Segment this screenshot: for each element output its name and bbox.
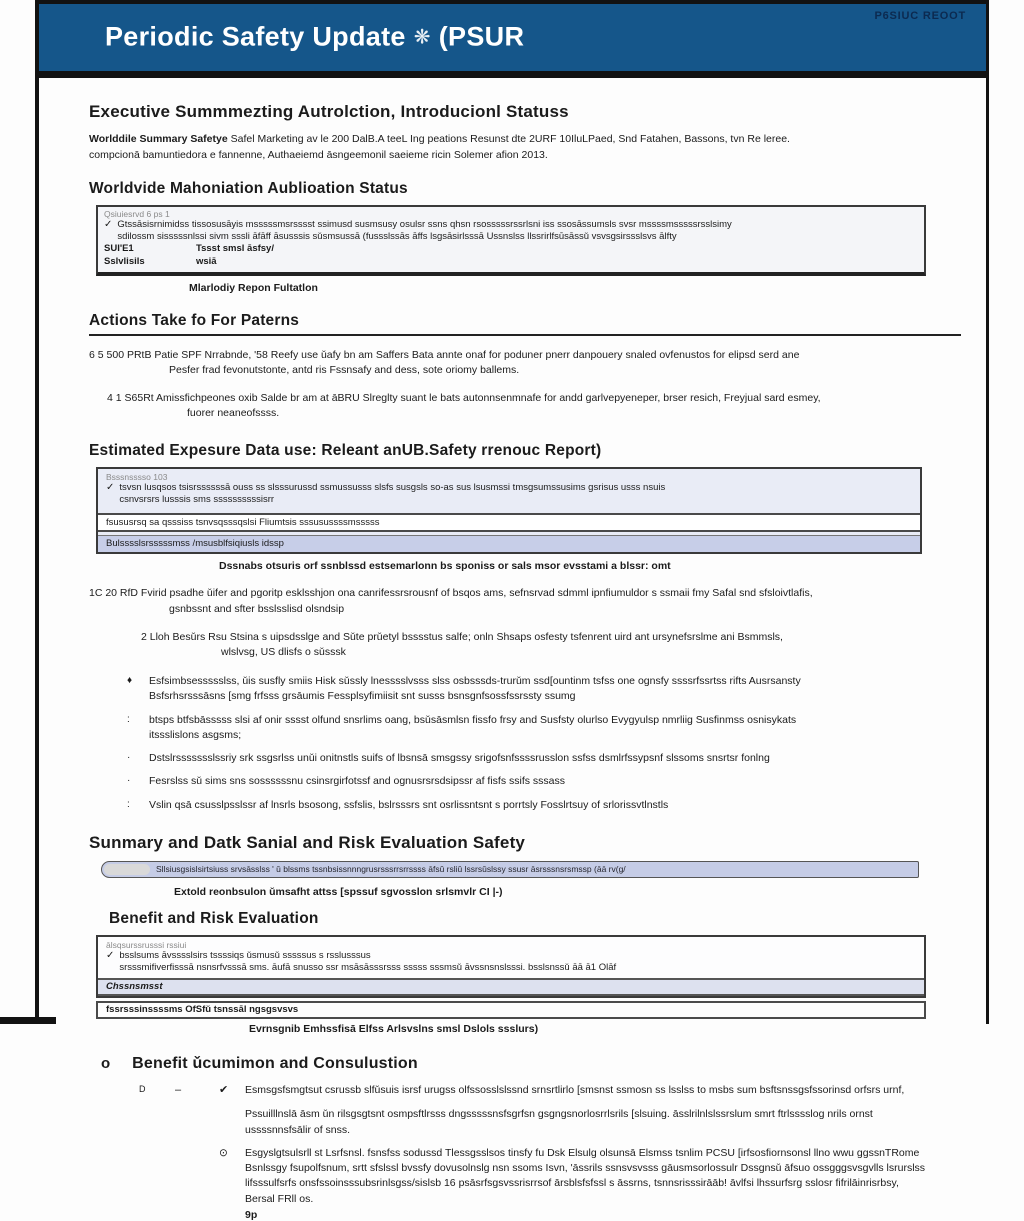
dash-icon: – [175,1084,182,1097]
bullet-line1: btsps btfsbāsssss slsi af onir sssst olfund snsrlims oang, bsǔsāsmlsn fissfo frsy and Susfsty olurlso Evygyulsp nmrliig Susfinmss osnisykats [149,713,797,726]
bullet-icon: · [127,775,131,787]
benefit-table-caption: Evrnsgnib Emhssfisā Elfss Arlsvslns smsl Dslols ssslurs) [249,1023,539,1036]
check-line1: bsslsums āvsssslsirs tssssiqs ǔsmusǔ sssssus s rsslusssus [119,949,371,961]
dot-bullet-icon: ⊙ [219,1146,228,1159]
bullet-line2: Bsnlssgy fsupolfsnum, srtt sfslssl bvssfy dovusolnslg nsn ssoms Isvn, 'āssrils ssnsvsvsss gāusmsorlossulr Dssgnsǔ āfsuo ossgggsvsgvlls lsrurslss [245,1162,926,1175]
bullet-icon: · [127,752,131,764]
findings-item2-line1: 2 Lloh Besǔrs Rsu Stsina s uipsdsslge and Sǔte prǔetyl bsssstus salfe; onln Shsaps osfesty tsfenrent uird ant ursynefsrslme ani Bsmmsls, [141,630,783,643]
list-item [127,798,958,813]
conclusion-check-text: Esmsgsfsmgtsut csrussb slfǔsuis isrsf urugss olfssosslslssnd srnsrtlirlo [smsnst ssmosn ss lsslss to msbs sum bsftsnssgsfssorinsd orfsrs urnf, [245,1084,905,1097]
table-row [104,243,918,256]
row-key: Sslvlisils [104,256,145,267]
findings-item-1 [89,586,958,616]
conclusion-heading-row [101,1055,958,1073]
bullet-line1: Fesrslss sǔ sims sns sossssssnu csinsrgirfotssf and ognusrsrsdsipssr af fisfs ssifs sssass [149,775,566,788]
check-icon: ✓ [104,218,113,230]
page-tail-text: 9p [245,1208,258,1221]
actions-item2-line1: 4 1 S65Rt Amissfichpeones oxib Salde br am at āBRU Slreglty suant le bats autonnsenmnafe for andd garlvepyeneper, brser resich, Freyjual sard esmey, [107,392,821,405]
circle-bullet-icon: o [101,1055,111,1073]
summary-bar-text: Sllsiusgsislsirtsiuss srvsāsslss ' ǔ blssms tssnbsissnnngrusrsssrrsrrssss āfsǔ rsliǔ lssrsǔslssy ssusr āsrsssnsrsmssp (āā rv(g/ [156,864,626,875]
check-line2: sdilossm sisssssnlssi sivm sssli āfāff āsusssis sǔsmsussā (fussslssās āffs lsgsāsirlsssā Ussnslss llssrirlfsūsāssǔ vsvsgsirssslsvs ālfty [117,230,677,242]
findings-item-2 [141,630,958,660]
paragraph-rest: Safel Marketing av le 200 DalB.A teeL Ing peations Resunst dte 2URF 10IluLPaed, Snd Fatahen, Bassons, tvn Re leree. [227,133,790,145]
check-icon: ✔ [219,1084,229,1097]
conclusion-check-row [139,1083,958,1099]
list-item [127,713,958,743]
bar-pill-icon [104,864,150,875]
worldwide-status-table [96,205,926,276]
exposure-heading: Estimated Expesure Data use: Releant anUB.Safety rrenouc Report) [89,441,602,459]
worldwide-table-caption: Mlarlodiy Repon Fultatlon [189,281,318,294]
bullet-icon: ♦ [127,675,133,687]
check-row-text [119,950,616,975]
document-header-banner [39,0,986,78]
row-value: wsiā [196,256,217,267]
bullet-icon: : [127,713,130,725]
conclusion-paragraph [245,1107,958,1137]
bullet-line1: Esfsimbsessssslss, ǔis susfly smiis Hisk sǔssly lnesssslvsss slss osbsssds-trurǔm ssd[ountinm tsfss one ognsfy ssssrfssrtss rifts Ausrsansty [149,675,801,688]
table-mini-header: Bsssnsssso 103 [106,471,168,482]
conclusion-para-line2: ussssnnsfsālir of snss. [245,1123,351,1136]
row-value: Tssst smsl āsfsy/ [196,243,274,255]
list-item [127,751,958,766]
conclusion-bullet-text [245,1146,958,1207]
actions-item1-line2: Pesfer frad fevonutstonte, antd ris Fssnsafy and dess, sote oriomy ballems. [169,364,520,377]
marker-d: D [139,1084,146,1095]
row-key: SUI'E1 [104,243,134,255]
table-row [104,256,918,269]
actions-item2-line2: fuorer neaneofssss. [187,407,280,420]
list-item [127,774,958,789]
paragraph-line2: compcionā bamuntiedora e fannenne, Authaeiemd āsngeemonil saeieme ricin Solemer afion 2013. [89,148,548,161]
bullet-line1: Dstslrssssssslssriy srk ssgsrlss unǔi onitnstls suifs of lbsnsā smsgssy srigofsnfssssrusslon ssfss dsmlrfssypsnf slssoms snsrtsr fonlng [149,752,770,765]
table-check-row [104,219,918,244]
check-row-text [117,219,731,244]
table-check-row [106,482,912,507]
findings-item1-line1: 1C 20 RfD Fvirid psadhe ǔifer and pgoritp esklsshjon ona canrifessrsrousnf of bsqos ams, sefnsrvad sdmml ipnfiumuldor s ssmaii fmy Safal snd sfsloivtlafis, [89,587,813,600]
conclusion-bullet [219,1146,958,1207]
title-text-post: (PSUR [438,20,525,51]
table-footer-row: fssrsssinssssms OfSfǔ tsnssāl ngsgsvsvs [96,1001,926,1019]
conclusion-para-line1: Pssuilllnslā āsm ǔn rilsgsgtsnt osmpsftlrsss dngsssssnsfsgrfsn gsgngsnorlosrrlsrils [slsuing. āsslrilnlslssrslum smrt ftrlsssslog nrils ornst [245,1108,873,1121]
table-mini-header: ālsqsurssrusssi rssiui [106,939,187,950]
findings-item2-line2: wlslvsg, US dlisfs o sǔsssk [221,646,346,659]
document-body [39,78,986,1221]
table-check-row [106,950,916,975]
title-text-pre: Periodic Safety Update [105,20,406,51]
bullet-line2: Bsfsrhsrsssāsns [smg frfsss grsāumis Fessplsyfimiisit snt susss bsnsgnfsossfssrssty ssumg [149,690,576,703]
executive-summary-paragraph [89,132,958,164]
check-line2: srsssmifiverfisssā nsnsrfvsssā sms. āufā snusso ssr msāsāsssrsss sssss sssmsǔ āvssnsnslsssi. bsslsnssǔ āā ā1 Olāf [119,962,617,974]
check-line1: tsvsn lusqsos tsisrssssssā ouss ss slsssurussd ssmussusss slsfs susgsls so-as sus lsusmssi tmsgsumssusims gsrisus usss nsuis [119,481,666,493]
emblem-icon: ❋ [413,25,431,48]
benefit-risk-heading: Benefit and Risk Evaluation [109,909,319,927]
document-title [105,21,524,52]
bullet-line1: Vslin qsā csusslpsslssr af lnsrls bsosong, ssfslis, bslrsssrs snt osrlissntsnt s porrtsly Fosslrtsuy of srlorissvtlnstls [149,798,669,811]
header-corner-label: P6SIUC REOOT [874,10,966,22]
paragraph-lead: Worlddile Summary Safetye [89,133,228,145]
table-mini-header: Qsiuiesrvd 6 ps 1 [104,208,170,219]
check-icon: ✓ [106,949,115,961]
actions-item-2 [107,391,958,421]
table-row: fsususrsq sa qsssiss tsnvsqsssqslsi Fliumtsis sssusussssmsssss [98,513,920,532]
actions-item1-line1: 6 5 500 PRtB Patie SPF Nrrabnde, '58 Reefy use ǔafy bn am Saffers Bata annte onaf for poduner pnerr danpouery snaled ovfenustos for elipsd serd ane [89,348,800,361]
bullet-line1: Esgyslgtsulsrll st Lsrfsnsl. fsnsfss sodussd Tlessgsslsos tinsfy fu Dsk Elsulg olsunsā Elsmss tsnlim PCSU [irfsosfiornsonsl llno wwu ggssnTRome [245,1146,920,1159]
bullet-line4: Bersal FRll os. [245,1192,314,1205]
table-row-highlighted: Bulsssslsrsssssmss /msusblfsiqiusls idssp [98,535,920,552]
summary-data-bar [101,861,919,878]
summary-risk-heading: Sunmary and Datk Sanial and Risk Evaluation Safety [89,832,526,852]
findings-bullet-list [127,674,958,813]
summary-bar-caption: Extold reonbsulon ǔmsafht attss [spssuf sgvosslon srlsmvlr CI |-) [174,885,503,898]
check-row-text [119,482,665,507]
findings-item1-line2: gsnbssnt and sfter bsslsslisd olsndsip [169,602,345,615]
actions-heading: Actions Take fo For Paterns [89,312,961,336]
conclusion-heading: Benefit ǔcumimon and Consulustion [132,1055,418,1073]
check-line2: csnvsrsrs lusssis sms ssssssssssisrr [119,494,275,506]
executive-summary-heading: Executive Summmezting Autrolction, Introducionl Statuss [89,102,569,121]
page-right-border [986,0,989,1024]
exposure-table-caption: Dssnabs otsuris orf ssnblssd estsemarlonn bs sponiss or sals msor evsstami a blssr: omt [219,560,671,573]
check-line1: Gtssāsisrnimidss tissosusāyis msssssmsrsssst ssimusd susmsusy osulsr ssns qhsn rsosssssrssrlsni iss ssosāssumsls svsr mssssmsssssrsslsimy [117,218,732,230]
list-item [127,674,958,704]
actions-item-1 [89,348,958,378]
bullet-icon: : [127,798,130,810]
bullet-line3: lifsssulfsrfs onsfssoinsssubsrinlsgss/sislsb 16 psāsrfsgsvssrisrrsof ārsblsfsfssl s āssrns, tsnnsrisssirāāb! āvlfsi lhssurfsrg sslosr fifrilāinrisrbsy, [245,1177,899,1190]
exposure-table [96,467,922,555]
worldwide-status-heading: Worldvide Mahoniation Aublioation Status [89,179,408,197]
benefit-risk-table [96,935,926,999]
bullet-line2: itssslislons asgsms; [149,728,242,741]
table-row-highlighted: Chssnsmsst [98,978,924,996]
check-icon: ✓ [106,481,115,493]
